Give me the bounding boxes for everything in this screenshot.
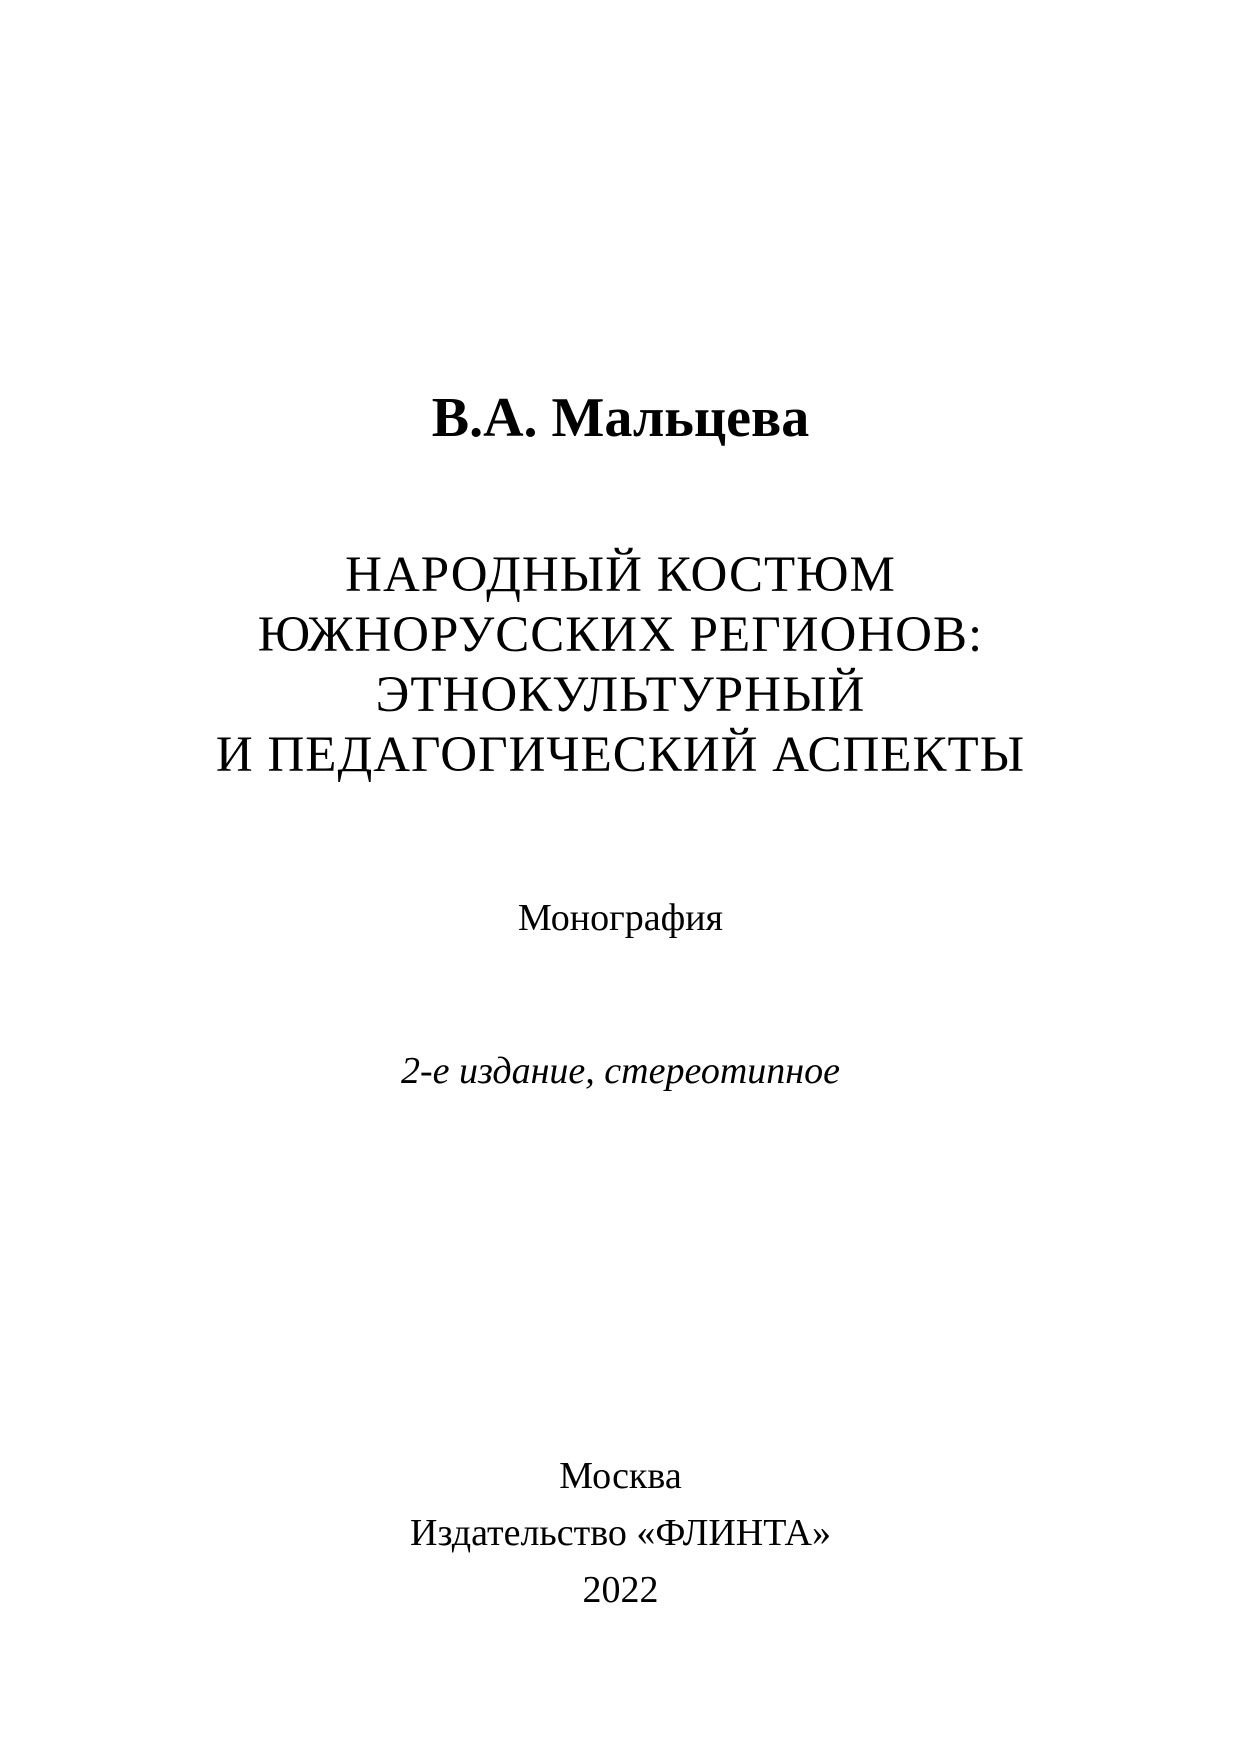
author-name: В.А. Мальцева	[431, 387, 810, 449]
imprint-city: Москва	[559, 1455, 682, 1497]
title-line: И ПЕДАГОГИЧЕСКИЙ АСПЕКТЫ	[215, 727, 1026, 783]
genre-label: Монография	[517, 897, 724, 939]
title-line: ЭТНОКУЛЬТУРНЫЙ	[375, 667, 866, 723]
title-line: НАРОДНЫЙ КОСТЮМ	[345, 547, 896, 603]
imprint-year: 2022	[582, 1569, 659, 1611]
imprint-publisher: Издательство «ФЛИНТА»	[410, 1512, 831, 1554]
edition-label: 2-е издание, стереотипное	[401, 1050, 840, 1092]
book-title	[0, 545, 1241, 785]
title-line: ЮЖНОРУССКИХ РЕГИОНОВ:	[257, 607, 984, 663]
imprint	[0, 1448, 1241, 1619]
